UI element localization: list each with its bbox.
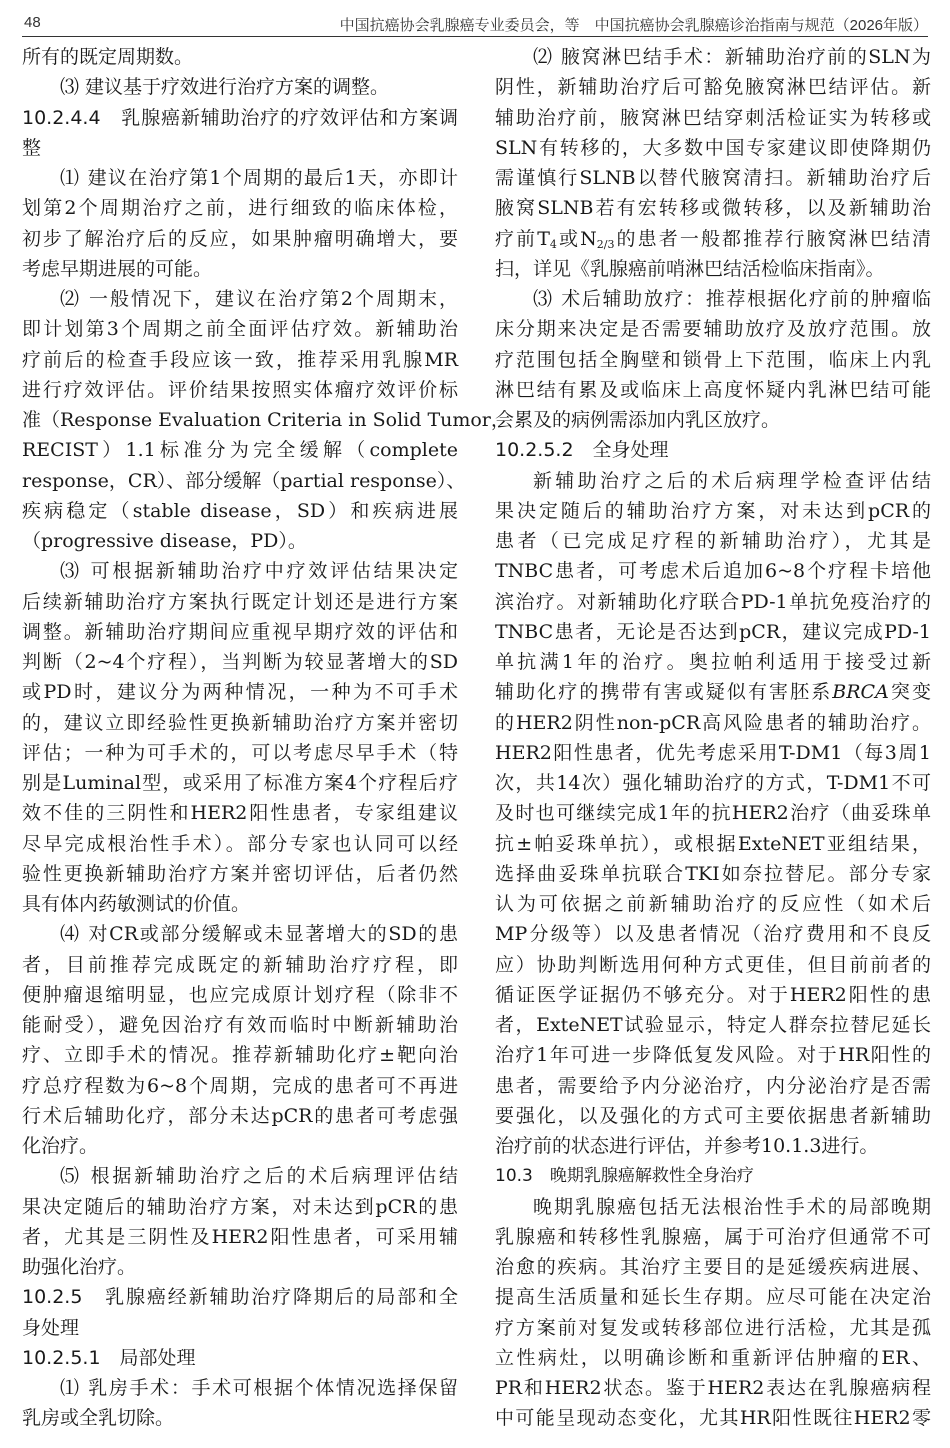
- text-line: ⑵ 一般情况下，建议在治疗第2个周期末，: [60, 288, 458, 310]
- text-line: 要强化，以及强化的方式可主要依据患者新辅助: [495, 1104, 931, 1127]
- text-line: 患者（已完成足疗程的新辅助治疗），尤其是: [495, 530, 931, 552]
- text-line: 的HER2阴性non-pCR高风险患者的辅助治疗。: [495, 711, 931, 734]
- text-line: 效不佳的三阴性和HER2阳性患者，专家组建议: [22, 802, 458, 825]
- text-line: 10.2.5 乳腺癌经新辅助治疗降期后的局部和全: [22, 1286, 458, 1309]
- text-line: 判断（2~4个疗程），当判断为较显著增大的SD: [22, 651, 458, 673]
- text-line: 疗前后的检查手段应该一致，推荐采用乳腺MR: [22, 348, 458, 371]
- text-line: 选择曲妥珠单抗联合TKI如奈拉替尼。部分专家: [495, 862, 931, 885]
- text-line: 淋巴结有累及或临床上高度怀疑内乳淋巴结可能: [495, 378, 931, 401]
- text-line: 疗总疗程数为6~8个周期，完成的患者可不再进: [22, 1074, 458, 1097]
- text-line: ⑴ 乳房手术：手术可根据个体情况选择保留: [60, 1377, 458, 1399]
- text-line: 需谨慎行SLNB以替代腋窝清扫。新辅助治疗后: [495, 167, 931, 189]
- text-line: ⑶ 术后辅助放疗：推荐根据化疗前的肿瘤临: [533, 288, 931, 310]
- text-line: 阴性，新辅助治疗后可豁免腋窝淋巴结评估。新: [495, 76, 931, 99]
- text-line: 辅助化疗的携带有害或疑似有害胚系BRCA突变: [495, 681, 931, 704]
- text-line: 10.3 晚期乳腺癌解救性全身治疗: [495, 1166, 754, 1187]
- text-line: HER2阳性患者，优先考虑采用T-DM1（每3周1: [495, 741, 931, 764]
- running-title: 中国抗癌协会乳腺癌专业委员会，等 中国抗癌协会乳腺癌诊治指南与规范（2026年版）: [339, 17, 928, 34]
- text-line: TNBC患者，无论是否达到pCR，建议完成PD-1: [495, 620, 931, 643]
- text-line: 尽早完成根治性手术）。部分专家也认同可以经: [22, 832, 458, 855]
- text-line: ⑶ 可根据新辅助治疗中疗效评估结果决定: [60, 560, 458, 583]
- text-line: 具有体内药敏测试的价值。: [22, 893, 251, 915]
- right-column: [495, 42, 931, 1434]
- text-line: 身处理: [22, 1316, 80, 1339]
- text-line: 单抗满1年的治疗。奥拉帕利适用于接受过新: [495, 651, 931, 673]
- running-header: [22, 10, 928, 37]
- paragraph: [22, 1373, 458, 1434]
- paragraph: [22, 919, 458, 1161]
- text-line: 乳房或全乳切除。: [22, 1407, 175, 1430]
- text-line: 应）协助判断选用何种方式更佳，但目前前者的: [495, 953, 931, 976]
- section-heading: [22, 103, 458, 164]
- text-line: 腋窝SLNB若有宏转移或微转移，以及新辅助治: [495, 197, 931, 220]
- paragraph: [495, 1192, 931, 1434]
- text-line: 患者，需要给予内分泌治疗，内分泌治疗是否需: [495, 1074, 931, 1097]
- text-line: 果决定随后的辅助治疗方案，对未达到pCR的患: [22, 1195, 458, 1218]
- text-line: 乳腺癌和转移性乳腺癌，属于可治疗但通常不可: [495, 1225, 931, 1248]
- paragraph: [495, 284, 931, 435]
- text-line: PR和HER2状态。鉴于HER2表达在乳腺癌病程: [495, 1377, 931, 1399]
- paragraph: [22, 163, 458, 284]
- text-line: 验性更换新辅助治疗方案并密切评估，后者仍然: [22, 862, 458, 885]
- text-line: RECIST）1.1标准分为完全缓解（complete: [22, 439, 458, 462]
- text-line: 整: [22, 136, 42, 159]
- subscript: 4: [549, 237, 557, 251]
- text-line: 疗、立即手术的情况。推荐新辅助化疗±靶向治: [22, 1044, 458, 1067]
- gene-name: BRCA: [832, 681, 889, 704]
- text-line: 便肿瘤退缩明显，也应完成原计划疗程（除非不: [22, 983, 458, 1006]
- text-line: 所有的既定周期数。: [22, 46, 194, 68]
- text-line: 认为可依据之前新辅助治疗的反应性（如术后: [495, 893, 931, 915]
- section-heading: [22, 1343, 458, 1373]
- text-line: 10.2.5.1 局部处理: [22, 1346, 196, 1369]
- text-line: 调整。新辅助治疗期间应重视早期疗效的评估和: [22, 620, 458, 643]
- text-line: 别是Luminal型，或采用了标准方案4个疗程后疗: [22, 772, 458, 794]
- text-line: 会累及的病例需添加内乳区放疗。: [495, 409, 781, 431]
- text-line: 者，ExteNET试验显示，特定人群奈拉替尼延长: [495, 1014, 931, 1036]
- text-line: ⑶ 建议基于疗效进行治疗方案的调整。: [60, 76, 390, 99]
- text-line: 治疗前的状态进行评估，并参考10.1.3进行。: [495, 1135, 879, 1157]
- text-line: ⑴ 建议在治疗第1个周期的最后1天，亦即计: [60, 167, 458, 189]
- text-line: 疗范围包括全胸壁和锁骨上下范围，临床上内乳: [495, 348, 931, 371]
- text-line: 疗方案前对复发或转移部位进行活检，尤其是孤: [495, 1316, 931, 1339]
- text-line: 提高生活质量和延长生存期。应尽可能在决定治: [495, 1286, 931, 1309]
- text-line: 进行疗效评估。评价结果按照实体瘤疗效评价标: [22, 378, 458, 401]
- text-line: 10.2.4.4 乳腺癌新辅助治疗的疗效评估和方案调: [22, 106, 458, 129]
- text-line: 准（Response Evaluation Criteria in Solid Tumor，: [22, 409, 510, 431]
- text-line: 或PD时，建议分为两种情况，一种为不可手术: [22, 681, 458, 704]
- text-line: 床分期来决定是否需要辅助放疗及放疗范围。放: [495, 318, 931, 341]
- paragraph: [495, 42, 931, 284]
- section-heading: [495, 1161, 931, 1191]
- page-number: 48: [24, 14, 41, 31]
- text-line: 疗前$T_4$或$N_{2/3}$的患者一般都推荐行腋窝淋巴结清: [495, 227, 931, 251]
- text-line: 立性病灶，以明确诊断和重新评估肿瘤的ER、: [495, 1346, 931, 1369]
- text-line: 行术后辅助化疗，部分未达pCR的患者可考虑强: [22, 1104, 458, 1127]
- text-line: 循证医学证据仍不够充分。对于HER2阳性的患: [495, 983, 931, 1006]
- paragraph: [22, 1161, 458, 1282]
- text-line: ⑷ 对CR或部分缓解或未显著增大的SD的患: [60, 923, 458, 946]
- text-line: 新辅助治疗之后的术后病理学检查评估结: [533, 469, 931, 492]
- paragraph: [22, 284, 510, 556]
- paragraph: [22, 556, 458, 919]
- text-line: 后续新辅助治疗方案执行既定计划还是进行方案: [22, 590, 458, 613]
- text-line: 初步了解治疗后的反应，如果肿瘤明确增大，要: [22, 227, 458, 250]
- section-heading: [22, 1282, 458, 1343]
- text-line: response，CR）、部分缓解（partial response）、: [22, 469, 466, 492]
- text-line: 扫，详见《乳腺癌前哨淋巴结活检临床指南》。: [495, 257, 885, 280]
- text-line: 划第2个周期治疗之前，进行细致的临床体检，: [22, 197, 458, 220]
- text-line: 及时也可继续完成1年的抗HER2治疗（曲妥珠单: [495, 802, 931, 825]
- text-line: 次，共14次）强化辅助治疗的方式，T-DM1不可: [495, 772, 931, 794]
- text-line: 果决定随后的辅助治疗方案，对未达到pCR的: [495, 499, 931, 522]
- text-line: TNBC患者，可考虑术后追加6~8个疗程卡培他: [495, 560, 931, 583]
- text-line: 评估；一种为可手术的，可以考虑尽早手术（特: [22, 741, 458, 764]
- text-line: SLN有转移的，大多数中国专家建议即使降期仍: [495, 136, 931, 159]
- text-line: 10.2.5.2 全身处理: [495, 439, 669, 462]
- text-line: 辅助治疗前，腋窝淋巴结穿刺活检证实为转移或: [495, 106, 931, 129]
- text-line: 即计划第3个周期之前全面评估疗效。新辅助治: [22, 318, 458, 341]
- text-line: 滨治疗。对新辅助化疗联合PD-1单抗免疫治疗的: [495, 590, 931, 613]
- text-line: ⑵ 腋窝淋巴结手术：新辅助治疗前的SLN为: [533, 46, 931, 68]
- text-line: 抗±帕妥珠单抗），或根据ExteNET亚组结果，: [495, 832, 931, 855]
- text-line: 的，建议立即经验性更换新辅助治疗方案并密切: [22, 711, 458, 734]
- text-line: 治疗1年可进一步降低复发风险。对于HR阳性的: [495, 1044, 931, 1067]
- paragraph: [22, 72, 458, 102]
- text-line: 化治疗。: [22, 1135, 99, 1157]
- text-line: ⑸ 根据新辅助治疗之后的术后病理评估结: [60, 1165, 458, 1188]
- subscript: 2/3: [596, 237, 615, 251]
- text-line: 者，目前推荐完成既定的新辅助治疗疗程，即: [22, 953, 458, 976]
- text-line: MP分级等）以及患者情况（治疗费用和不良反: [495, 923, 931, 946]
- text-line: 疾病稳定（stable disease，SD）和疾病进展: [22, 499, 458, 522]
- paragraph: [22, 42, 458, 72]
- text-line: 中可能呈现动态变化，尤其HR阳性既往HER2零: [495, 1407, 931, 1430]
- text-line: （progressive disease，PD）。: [22, 530, 307, 552]
- text-line: 助强化治疗。: [22, 1256, 137, 1278]
- text-line: 考虑早期进展的可能。: [22, 257, 213, 280]
- text-line: 能耐受），避免因治疗有效而临时中断新辅助治: [22, 1014, 458, 1036]
- text-line: 治愈的疾病。其治疗主要目的是延缓疾病进展、: [495, 1256, 931, 1278]
- left-column: [22, 42, 510, 1434]
- section-heading: [495, 435, 931, 465]
- text-line: 者，尤其是三阴性及HER2阳性患者，可采用辅: [22, 1225, 458, 1248]
- paragraph: [495, 466, 931, 1162]
- text-line: 晚期乳腺癌包括无法根治性手术的局部晚期: [533, 1195, 931, 1218]
